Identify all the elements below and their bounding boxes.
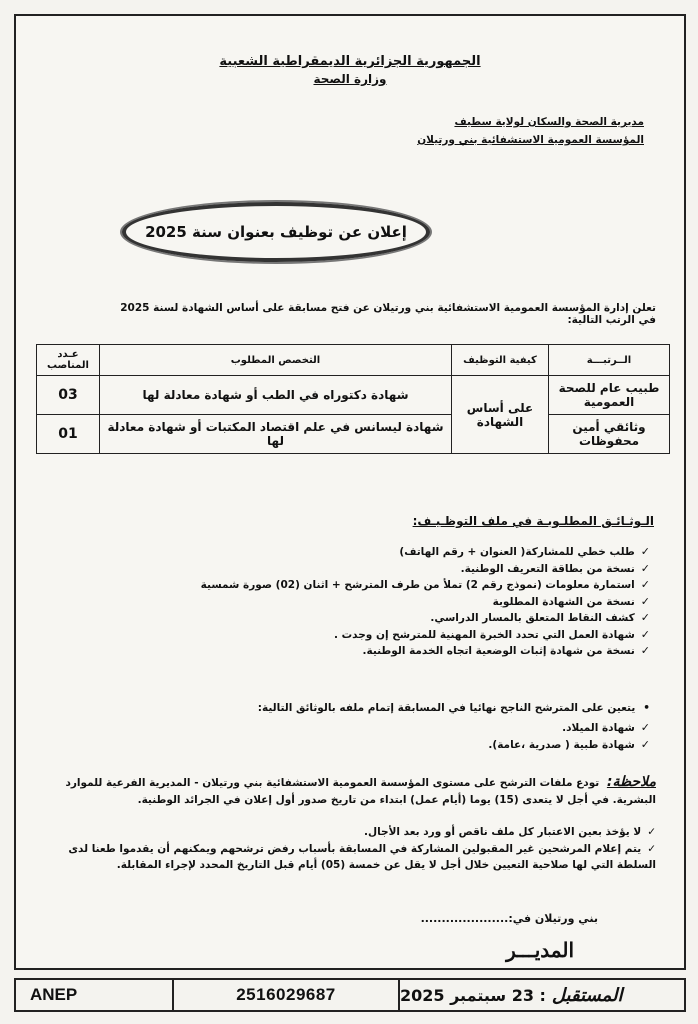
ad-code: 2516029687 — [174, 978, 400, 1012]
list-item: ✓ استمارة معلومات (نموذج رقم 2) تملأ من طرف المترشح + اثنان (02) صورة شمسية — [201, 577, 650, 594]
row-specialty: شهادة دكتوراه في الطب أو شهادة معادلة لها — [100, 376, 452, 415]
footer-bar — [14, 978, 686, 1012]
row-specialty: شهادة ليسانس في علم اقتصاد المكتبات أو شهادة معادلة لها — [100, 415, 452, 454]
list-item: ✓ شهادة العمل التي تحدد الخبرة المهنية للمترشح إن وجدت . — [201, 627, 650, 644]
list-item: ✓ نسخة من بطاقة التعريف الوطنية. — [201, 561, 650, 578]
row-count: 03 — [37, 376, 100, 415]
publication-name: المستقبل — [551, 984, 623, 1006]
list-item: ✓ نسخة من الشهادة المطلوبة — [201, 594, 650, 611]
header-specialty: التخصص المطلوب — [100, 345, 452, 376]
documents-title: الـوثـائـق المطلـوبـة في ملف التوظـيـف: — [412, 514, 654, 528]
place-date: بني ورتيلان في:..................... — [420, 912, 598, 925]
positions-table — [36, 344, 670, 454]
list-item: ✓ يتم إعلام المرشحين غير المقبولين المشاركة في المسابقة بأسباب رفض ترشحهم ويمكنهم أن يقدموا طعنا لدى السلطة التي لها صلاحية التعيين خلال أجل لا يقل عن خمسة (05) أيام قبل التاريخ المحدد لإجراء المقابلة. — [46, 841, 656, 874]
publication-box — [400, 978, 686, 1012]
row-rank: طبيب عام للصحة العمومية — [549, 376, 670, 415]
winner-text: • يتعين على المترشح الناجح نهائيا في المسابقة إتمام ملفه بالوثائق التالية: — [258, 702, 650, 714]
institution-line: المؤسسة العمومية الاستشفائية بني ورتيلان — [417, 134, 644, 146]
row-rank: وثائقي أمين محفوظات — [549, 415, 670, 454]
ministry-header: وزارة الصحة — [313, 72, 387, 86]
list-item: ✓ طلب خطي للمشاركة( العنوان + رقم الهاتف) — [201, 544, 650, 561]
director-signature: المديـــر — [506, 938, 574, 962]
header-count: عـدد المناصب — [37, 345, 100, 376]
republic-header: الجمهورية الجزائرية الديمقراطية الشعبية — [219, 54, 481, 69]
table-row — [37, 376, 670, 415]
list-item: ✓ نسخة من شهادة إثبات الوضعية اتجاه الخدمة الوطنية. — [201, 643, 650, 660]
row-count: 01 — [37, 415, 100, 454]
table-header-row — [37, 345, 670, 376]
table-row — [37, 415, 670, 454]
directorate-line: مديرية الصحة والسكان لولاية سطيف — [454, 116, 644, 128]
winner-documents-list — [488, 720, 650, 753]
agency-label: ANEP — [14, 978, 174, 1012]
list-item: ✓ كشف النقاط المتعلق بالمسار الدراسي. — [201, 610, 650, 627]
intro-text: تعلن إدارة المؤسسة العمومية الاستشفائية بني ورتيلان عن فتح مسابقة على أساس الشهادة لسنة 2025 في الرتب التالية: — [120, 302, 656, 326]
row-method: على أساس الشهادة — [452, 376, 549, 454]
announcement-title: إعلان عن توظيف بعنوان سنة 2025 — [122, 202, 430, 262]
list-item: ✓ لا يؤخذ بعين الاعتبار كل ملف ناقص أو ورد بعد الأجال. — [46, 824, 656, 841]
note-items — [46, 824, 656, 874]
documents-list — [201, 544, 650, 660]
note-text: تودع ملفات الترشح على مستوى المؤسسة العمومية الاستشفائية بني ورتيلان - المديرية الفرعية للموارد البشرية. في أجل لا يتعدى (15) يوما (أيام عمل) ابتداء من تاريخ صدور أول إعلان في الجرائد الوطنية. — [65, 777, 656, 806]
announcement-page — [14, 14, 686, 970]
header-method: كيفية التوظيف — [452, 345, 549, 376]
publication-date: : 23 سبتمبر 2025 — [400, 985, 546, 1005]
list-item: ✓ شهادة طبية ( صدرية ،عامة). — [488, 737, 650, 754]
list-item: ✓ شهادة الميلاد. — [488, 720, 650, 737]
note-block — [46, 774, 656, 809]
note-label: ملاحظة: — [606, 774, 656, 790]
header-rank: الــرتبـــة — [549, 345, 670, 376]
